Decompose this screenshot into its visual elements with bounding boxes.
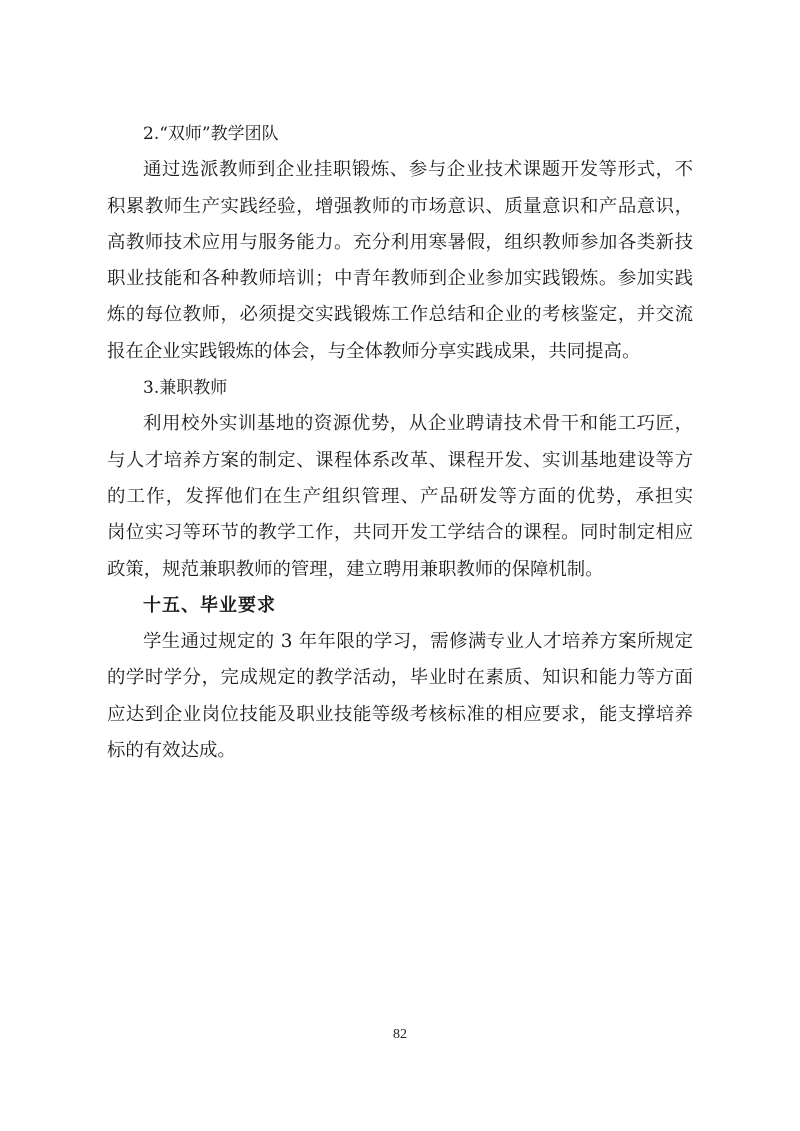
paragraph-line: 学生通过规定的 3 年年限的学习，需修满专业人才培养方案所规定: [143, 631, 693, 653]
paragraph-line: 积累教师生产实践经验，增强教师的市场意识、质量意识和产品意识，: [107, 195, 693, 217]
page-number: 82: [393, 1027, 407, 1042]
paragraph-line: 通过选派教师到企业挂职锻炼、参与企业技术课题开发等形式，不: [143, 159, 693, 181]
page-content: [107, 116, 693, 769]
paragraph-line: 应达到企业岗位技能及职业技能等级考核标准的相应要求，能支撑培养: [107, 703, 693, 725]
paragraph-line: 的工作，发挥他们在生产组织管理、产品研发等方面的优势，承担实: [107, 485, 693, 507]
paragraph-line: 高教师技术应用与服务能力。充分利用寒暑假，组织教师参加各类新技: [107, 231, 693, 253]
subsection-heading-dual-teacher: 2.“双师”教学团队: [143, 124, 279, 144]
section-heading-graduation: 十五、毕业要求: [143, 594, 276, 616]
paragraph-line: 标的有效达成。: [107, 740, 236, 762]
paragraph-line: 职业技能和各种教师培训；中青年教师到企业参加实践锻炼。参加实践: [107, 268, 693, 290]
paragraph-line: 利用校外实训基地的资源优势，从企业聘请技术骨干和能工巧匠，: [143, 413, 693, 435]
paragraph-line: 政策，规范兼职教师的管理，建立聘用兼职教师的保障机制。: [107, 558, 604, 580]
paragraph-line: 炼的每位教师，必须提交实践锻炼工作总结和企业的考核鉴定，并交流: [107, 304, 693, 326]
paragraph-line: 报在企业实践锻炼的体会，与全体教师分享实践成果，共同提高。: [107, 340, 641, 362]
paragraph-line: 与人才培养方案的制定、课程体系改革、课程开发、实训基地建设等方: [107, 449, 693, 471]
paragraph-line: 岗位实习等环节的教学工作，共同开发工学结合的课程。同时制定相应: [107, 522, 693, 544]
subsection-heading-part-time: 3.兼职教师: [143, 378, 228, 399]
paragraph-line: 的学时学分，完成规定的教学活动，毕业时在素质、知识和能力等方面: [107, 667, 693, 689]
